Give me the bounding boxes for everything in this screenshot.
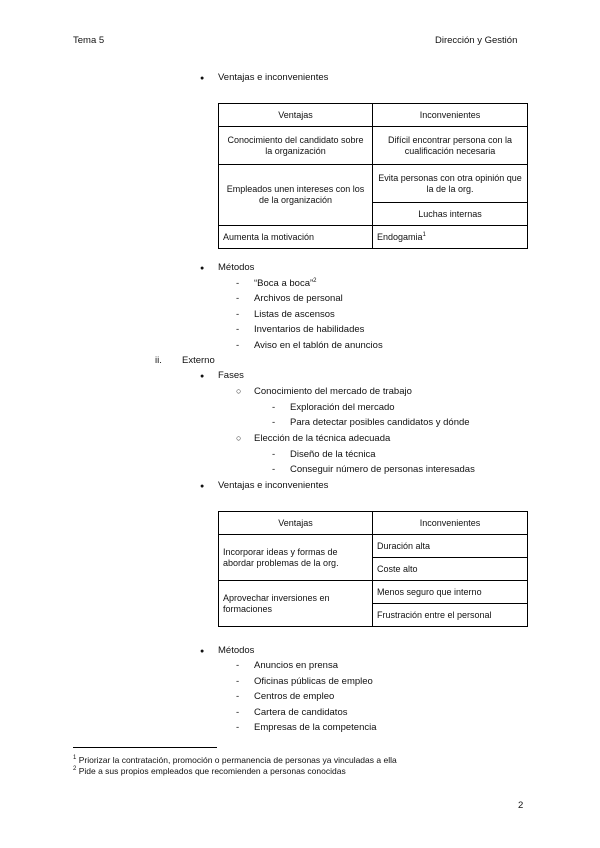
list-item: Anuncios en prensa — [254, 660, 338, 671]
table-cell: Aumenta la motivación — [219, 226, 373, 249]
ventajas-heading: Ventajas e inconvenientes — [218, 480, 329, 491]
list-item-text: “Boca a boca” — [254, 278, 314, 289]
list-item: Aviso en el tablón de anuncios — [254, 340, 383, 351]
section-title: Externo — [182, 355, 215, 366]
dash-icon: - — [236, 722, 240, 733]
bullet-icon: ● — [200, 373, 205, 380]
footnote — [73, 766, 346, 776]
table-cell — [373, 226, 528, 249]
bullet-icon: ● — [200, 265, 205, 272]
dash-icon: - — [236, 340, 240, 351]
list-item: Inventarios de habilidades — [254, 324, 365, 335]
footnote-mark: 2 — [73, 766, 77, 773]
header-right: Dirección y Gestión — [435, 35, 518, 46]
footnote-separator — [73, 747, 217, 748]
footnote — [73, 755, 397, 765]
bullet-icon: ● — [200, 648, 205, 655]
list-item: Conseguir número de personas interesadas — [290, 464, 475, 475]
table-cell: Luchas internas — [373, 203, 528, 226]
dash-icon: - — [272, 449, 276, 460]
section-numeral: ii. — [155, 355, 162, 366]
metodos-heading: Métodos — [218, 645, 255, 656]
bullet-icon: ● — [200, 75, 205, 82]
table-header-ventajas: Ventajas — [219, 104, 373, 127]
footnote-text: Pide a sus propios empleados que recomienden a personas conocidas — [78, 766, 346, 776]
table-cell: Duración alta — [373, 535, 528, 558]
circle-bullet-icon: ○ — [236, 386, 242, 396]
table-cell: Evita personas con otra opinión que la de la org. — [373, 165, 528, 203]
list-item: Para detectar posibles candidatos y dónde — [290, 417, 470, 428]
dash-icon: - — [236, 278, 240, 289]
dash-icon: - — [272, 402, 276, 413]
fase-title: Conocimiento del mercado de trabajo — [254, 386, 412, 397]
table-cell: Menos seguro que interno — [373, 581, 528, 604]
list-item: Oficinas públicas de empleo — [254, 676, 373, 687]
list-item: Centros de empleo — [254, 691, 335, 702]
ventajas-table-interno — [218, 103, 528, 249]
dash-icon: - — [272, 464, 276, 475]
ventajas-heading: Ventajas e inconvenientes — [218, 72, 329, 83]
ventajas-table-externo — [218, 511, 528, 627]
table-header-inconvenientes: Inconvenientes — [373, 512, 528, 535]
table-cell: Conocimiento del candidato sobre la organización — [219, 127, 373, 165]
list-item: Diseño de la técnica — [290, 449, 376, 460]
dash-icon: - — [272, 417, 276, 428]
table-cell: Coste alto — [373, 558, 528, 581]
dash-icon: - — [236, 324, 240, 335]
fase-title: Elección de la técnica adecuada — [254, 433, 391, 444]
footnote-ref[interactable]: 2 — [313, 277, 317, 284]
circle-bullet-icon: ○ — [236, 433, 242, 443]
table-cell: Empleados unen intereses con los de la organización — [219, 165, 373, 226]
dash-icon: - — [236, 660, 240, 671]
table-cell-text: Endogamia — [377, 231, 423, 242]
list-item: Empresas de la competencia — [254, 722, 377, 733]
list-item: Archivos de personal — [254, 293, 343, 304]
dash-icon: - — [236, 676, 240, 687]
table-header-inconvenientes: Inconvenientes — [373, 104, 528, 127]
table-cell: Difícil encontrar persona con la cualificación necesaria — [373, 127, 528, 165]
fases-heading: Fases — [218, 370, 244, 381]
bullet-icon: ● — [200, 483, 205, 490]
footnote-mark: 1 — [73, 755, 77, 762]
table-cell: Aprovechar inversiones en formaciones — [219, 581, 373, 627]
list-item: Cartera de candidatos — [254, 707, 348, 718]
list-item: Exploración del mercado — [290, 402, 395, 413]
table-header-ventajas: Ventajas — [219, 512, 373, 535]
page-number: 2 — [518, 800, 524, 811]
footnote-ref[interactable]: 1 — [422, 231, 426, 238]
table-cell: Frustración entre el personal — [373, 604, 528, 627]
dash-icon: - — [236, 707, 240, 718]
dash-icon: - — [236, 691, 240, 702]
header-left: Tema 5 — [73, 35, 105, 46]
metodos-heading: Métodos — [218, 262, 255, 273]
footnote-text: Priorizar la contratación, promoción o permanencia de personas ya vinculadas a ella — [78, 755, 397, 765]
dash-icon: - — [236, 309, 240, 320]
list-item: Listas de ascensos — [254, 309, 335, 320]
table-cell: Incorporar ideas y formas de abordar problemas de la org. — [219, 535, 373, 581]
dash-icon: - — [236, 293, 240, 304]
list-item — [254, 278, 317, 289]
